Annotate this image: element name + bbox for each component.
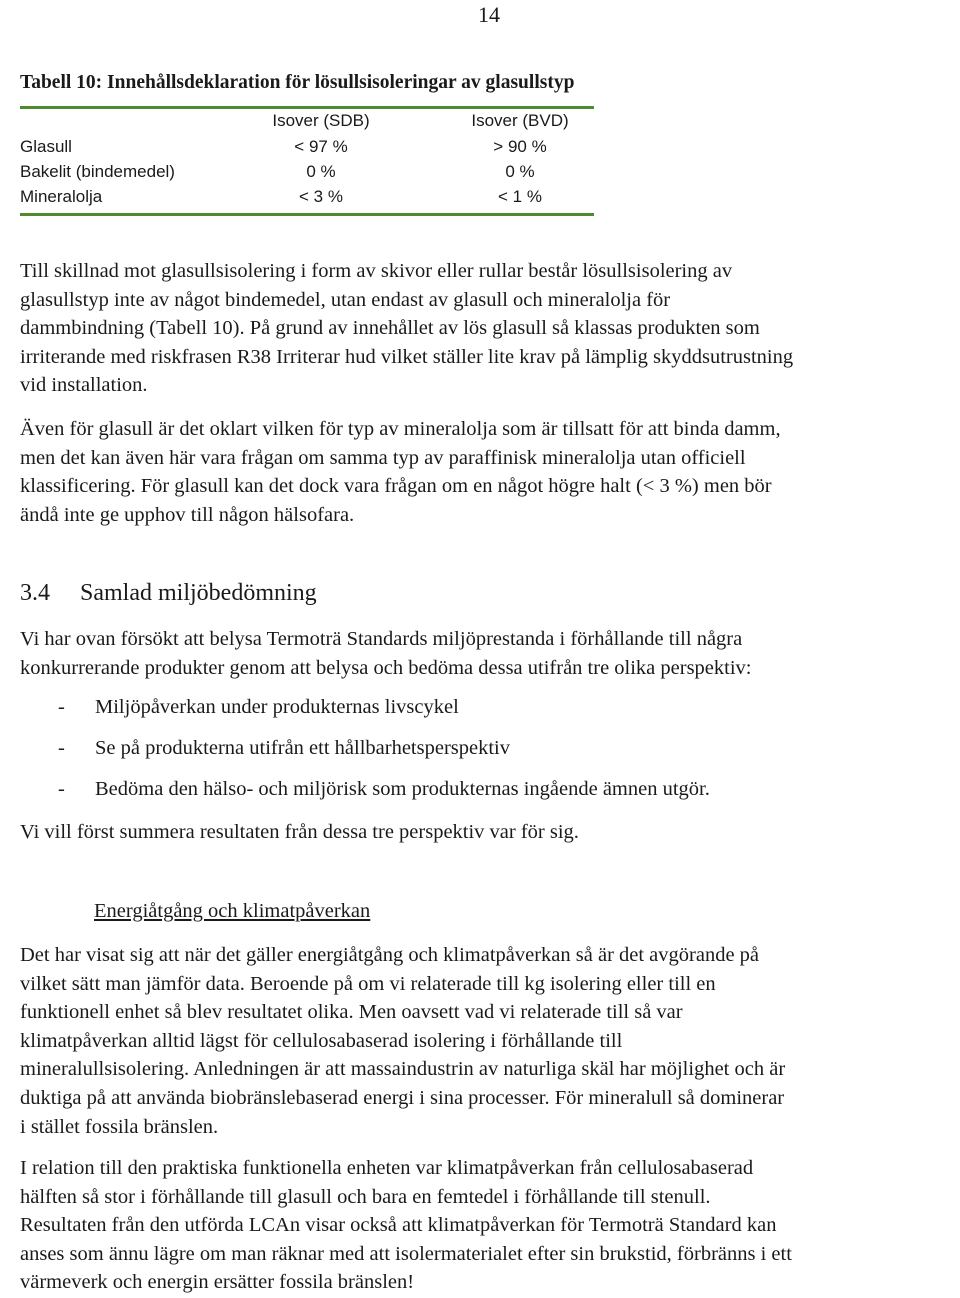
text-line: mineralullsisolering. Anledningen är att massaindustrin av naturliga skäl har möjlighet och är (20, 1058, 786, 1081)
bullet-dash: - (58, 696, 65, 718)
bullet-text: Miljöpåverkan under produkternas livscykel (95, 696, 459, 718)
text-line: vilket sätt man jämför data. Beroende på om vi relaterade till kg isolering eller till en (20, 972, 716, 995)
text-line: Även för glasull är det oklart vilken för typ av mineralolja som är tillsatt för att binda damm, (20, 418, 781, 440)
text-line: värmeverk och energin ersätter fossila bränslen! (20, 1271, 415, 1294)
text-line: Vi har ovan försökt att belysa Termoträ Standards miljöprestanda i förhållande till några (20, 628, 743, 650)
text-line: klimatpåverkan alltid lägst för cellulosabaserad isolering i förhållande till (20, 1029, 623, 1052)
text-line: men det kan även här vara frågan om samma typ av paraffinisk mineralolja utan officiell (20, 446, 746, 469)
paragraph-glasull-intro (20, 257, 960, 400)
page-number: 14 (478, 2, 500, 27)
text-line: glasullstyp inte av något bindemedel, utan endast av glasull och mineralolja för (20, 288, 671, 311)
column-header-sdb: Isover (SDB) (272, 111, 370, 130)
bullet-dash: - (58, 737, 65, 759)
cell-sdb: 0 % (306, 162, 336, 181)
bullet-text: Se på produkterna utifrån ett hållbarhetsperspektiv (95, 737, 510, 759)
row-label: Mineralolja (20, 187, 103, 206)
cell-bvd: < 1 % (498, 187, 542, 206)
paragraph-summary-intro: Vi vill först summera resultaten från dessa tre perspektiv var för sig. (20, 821, 579, 843)
cell-bvd: > 90 % (493, 137, 547, 156)
text-line: funktionell enhet så blev resultatet olika. Men oavsett vad vi relaterade till så var (20, 1001, 683, 1024)
section-heading (20, 580, 317, 607)
text-line: konkurrerande produkter genom att belysa och bedöma dessa utifrån tre olika perspektiv: (20, 656, 752, 679)
text-line: hälften så stor i förhållande till glasull och bara en femtedel i förhållande till stenull. (20, 1185, 711, 1208)
text-line: Till skillnad mot glasullsisolering i form av skivor eller rullar består lösullsisolering av (20, 260, 733, 282)
table-header-row (20, 111, 594, 136)
paragraph-perspectives (20, 625, 960, 682)
paragraph-mineralolja (20, 415, 960, 529)
cell-sdb: < 3 % (299, 187, 343, 206)
table-row (20, 162, 594, 187)
paragraph-energy (20, 941, 960, 1141)
bullet-item (58, 778, 710, 801)
section-title: Samlad miljöbedömning (80, 580, 317, 606)
row-label: Glasull (20, 137, 72, 156)
section-number: 3.4 (20, 580, 50, 606)
row-label: Bakelit (bindemedel) (20, 162, 175, 181)
text-line: vid installation. (20, 374, 148, 397)
text-line: irriterande med riskfrasen R38 Irriterar hud vilket ställer lite krav på lämplig skyddsutrustning (20, 345, 794, 368)
table-row (20, 137, 594, 162)
text-line: anses som ännu lägre om man räknar med att isolermaterialet efter sin brukstid, förbränns i ett (20, 1242, 792, 1265)
text-line: duktiga på att använda biobränslebaserad energi i sina processer. För mineralull så dominerar (20, 1086, 785, 1109)
bullet-text: Bedöma den hälso- och miljörisk som produkternas ingående ämnen utgör. (95, 778, 710, 800)
text-line: i stället fossila bränslen. (20, 1115, 219, 1138)
bullet-item (58, 696, 459, 719)
paragraph-climate (20, 1154, 960, 1297)
table-bottom-rule (20, 213, 594, 216)
subheading-energy: Energiåtgång och klimatpåverkan (94, 900, 371, 922)
text-line: dammbindning (Tabell 10). På grund av innehållet av lös glasull så klassas produkten som (20, 317, 760, 340)
text-line: I relation till den praktiska funktionella enheten var klimatpåverkan från cellulosabaserad (20, 1157, 754, 1179)
column-header-bvd: Isover (BVD) (471, 111, 569, 130)
cell-bvd: 0 % (505, 162, 535, 181)
bullet-item (58, 737, 510, 760)
text-line: ändå inte ge upphov till någon hälsofara. (20, 503, 355, 526)
text-line: Resultaten från den utförda LCAn visar också att klimatpåverkan för Termoträ Standard kan (20, 1214, 777, 1237)
text-line: Det har visat sig att när det gäller energiåtgång och klimatpåverkan så är det avgörande på (20, 944, 760, 966)
table-top-rule (20, 106, 594, 109)
bullet-dash: - (58, 778, 65, 800)
table-caption: Tabell 10: Innehållsdeklaration för lösullsisoleringar av glasullstyp (20, 72, 575, 93)
text-line: klassificering. För glasull kan det dock vara frågan om en något högre halt (< 3 %) men bör (20, 475, 772, 498)
table-row (20, 187, 594, 212)
cell-sdb: < 97 % (294, 137, 348, 156)
